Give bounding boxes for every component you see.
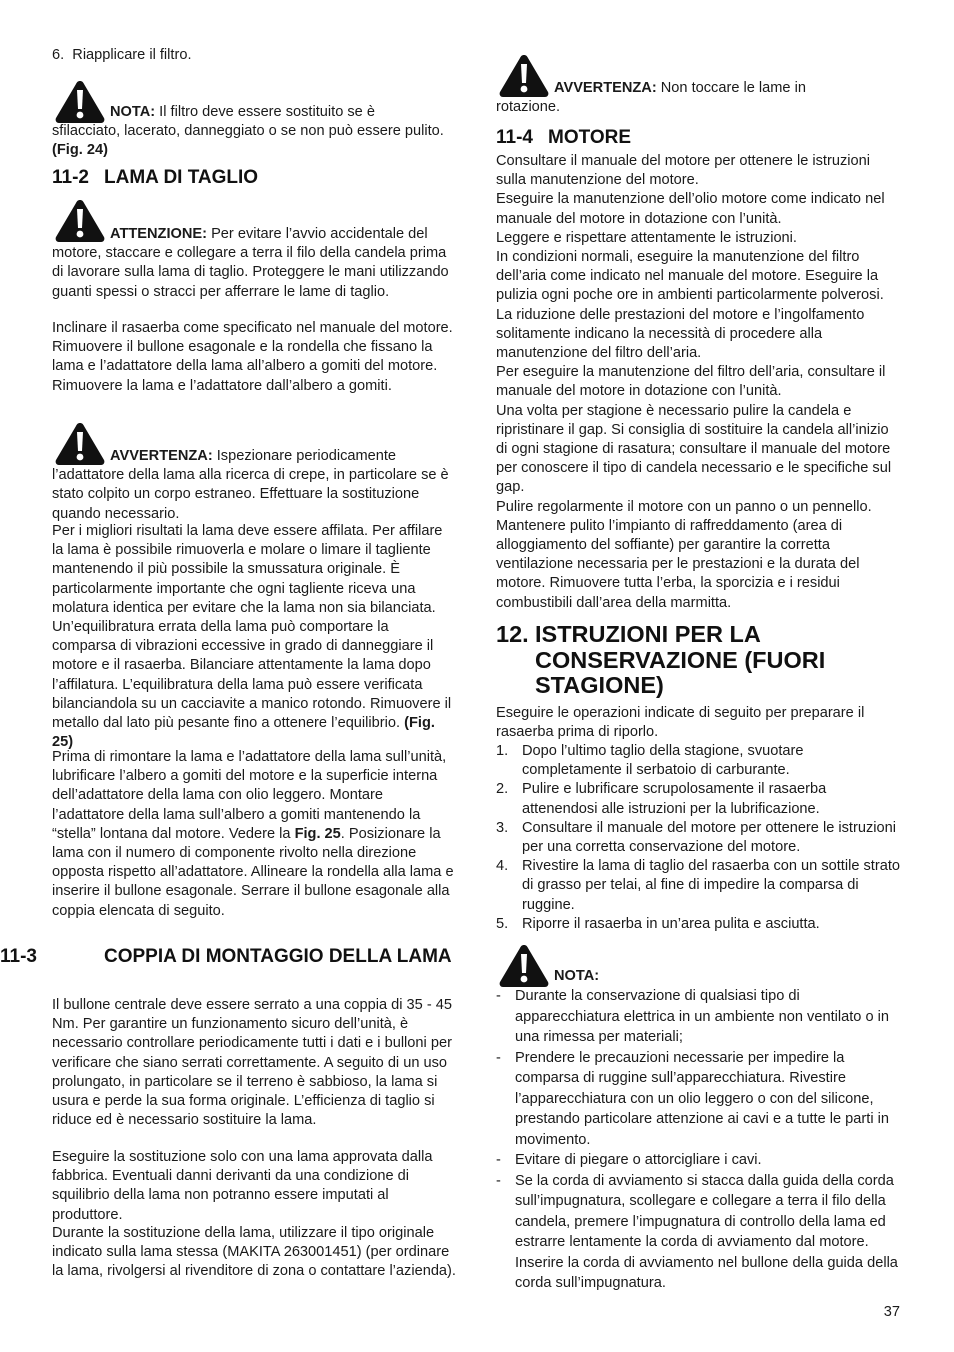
- warning-icon: [54, 420, 106, 466]
- caution-spark-plug: ATTENZIONE: Per evitare l’avvio accidentale del motore, staccare e collegare a terra il filo della candela prima di lavorare sulla lama di taglio. Proteggere le mani utilizzando guanti spessi o stracci per afferrare le lame di taglio.: [52, 197, 456, 302]
- paragraph-blade-type: Durante la sostituzione della lama, utilizzare il tipo originale indicato sulla lama stessa (MAKITA 263001451) (per ordinare la lama, rivolgersi al rivenditore di zona o contattare l’azienda).: [52, 1225, 456, 1280]
- paragraph: Una volta per stagione è necessario pulire la candela e ripristinare il gap. Si consiglia di sostituire la candela all’inizio di ogni stagione di rasatura; consultare il manuale del motore per conoscere il tipo di candela necessario e le specifiche sul gap.: [496, 402, 892, 496]
- section-heading-12: 12. ISTRUZIONI PER LA CONSERVAZIONE (FUORI STAGIONE): [496, 621, 826, 698]
- paragraph: Per eseguire la manutenzione del filtro dell’aria, consultare il manuale del motore in dotazione con l’unità.: [496, 364, 886, 400]
- note-label: NOTA:: [110, 104, 156, 120]
- warning-label: AVVERTENZA:: [554, 80, 657, 96]
- paragraph-storage-intro: Eseguire le operazioni indicate di seguito per preparare il rasaerba prima di riporlo.: [496, 705, 865, 741]
- warning-inspect-adapter: AVVERTENZA: Ispezionare periodicamente l’adattatore della lama alla ricerca di crepe, in particolare se è stato colpito un corpo estraneo. Effettuare la sostituzione quando necessario.: [52, 420, 456, 524]
- paragraph: Pulire regolarmente il motore con un panno o un pennello. Mantenere pulito l’impianto di raffreddamento (area di alloggiamento del soffiante) per garantire la corretta ventilazione necessaria per le prestazioni e la durata del motore. Rimuovere tutta l’erba, la sporcizia e i residui combustibili dall’area della marmitta.: [496, 498, 872, 611]
- list-item: - Prendere le precauzioni necessarie per impedire la comparsa di ruggine sull’apparecchiatura. Rivestire l’apparecchiatura con un olio leggero o con del silicone, prestando particolare attenzione ai cavi e a tutte le parti in movimento.: [496, 1049, 889, 1148]
- note-storage: [496, 942, 902, 986]
- list-item: 1. Dopo l’ultimo taglio della stagione, svuotare completamente il serbatoio di carburante.: [496, 743, 804, 779]
- paragraph-sharpen-blade: Per i migliori risultati la lama deve essere affilata. Per affilare la lama è possibile rimuoverla e molare o limare il tagliente mantenendo il più possibile la smussatura originale. È particolarmente importante che ogni tagliente riceva una molatura identica per evitare che la lama non sia bilanciata. Un’equilibratura errata della lama può comportare la comparsa di vibrazioni eccessive in grado di danneggiare il motore e il rasaerba. Bilanciare attentamente la lama dopo l’affilatura. L’equilibratura della lama può essere verificata bilanciandola su un cacciavite a manico rotondo. Rimuovere il metallo dal lato più pesante fino a ottenere l’equilibrio. (Fig. 25): [52, 523, 452, 751]
- list-item: 5. Riporre il rasaerba in un’area pulita e asciutta.: [496, 915, 820, 932]
- paragraph-reinstall-blade: Prima di rimontare la lama e l’adattatore della lama sull’unità, lubrificare l’albero a gomiti del motore e la superficie interna dell’adattatore della lama con olio leggero. Montare l’adattatore della lama sull’albero a gomiti mantenendo la “stella” lontana dal motore. Vedere la Fig. 25. Posizionare la lama con il numero di componente rivolto nella direzione opposta rispetto all’adattatore. Allineare la rondella alla lama e inserire il bullone esagonale. Serrare il bullone esagonale alla coppia elencata di seguito.: [52, 749, 454, 919]
- paragraph: Leggere e rispettare attentamente le istruzioni.: [496, 229, 797, 246]
- warning-label: AVVERTENZA:: [110, 448, 213, 464]
- note-filter: NOTA: Il filtro deve essere sostituito se è sfilacciato, lacerato, danneggiato o se non può essere pulito. (Fig. 24): [52, 78, 456, 161]
- warning-icon: [498, 942, 550, 988]
- engine-paragraphs: [496, 152, 902, 613]
- storage-notes: [496, 986, 902, 1294]
- list-item: 4. Rivestire la lama di taglio del rasaerba con un sottile strato di grasso per telai, al fine di impedire la comparsa di ruggine.: [496, 858, 901, 913]
- paragraph: In condizioni normali, eseguire la manutenzione del filtro dell’aria come indicato nel manuale del motore. Eseguire la pulizia ogni poche ore in ambienti particolarmente polverosi. La riduzione delle prestazioni del motore e l’ingolfamento solitamente indicano la necessità di procedere alla manutenzione del filtro dell’aria.: [496, 249, 884, 362]
- caution-label: ATTENZIONE:: [110, 226, 208, 242]
- warning-rotating-blades: AVVERTENZA: Non toccare le lame in rotazione.: [496, 52, 902, 117]
- page-number: 37: [883, 1304, 900, 1320]
- list-item: - Se la corda di avviamento si stacca dalla guida della corda sull’impugnatura, scollegare e collegare a terra il filo della candela, premere l’impugnatura di controllo della lama ed estrarre lentamente la corda di avviamento dal motore. Inserire la corda di avviamento nel bullone della guida della corda sull’impugnatura.: [496, 1172, 898, 1291]
- note-label: NOTA:: [554, 968, 600, 984]
- warning-icon: [498, 52, 550, 98]
- list-item: - Durante la conservazione di qualsiasi tipo di apparecchiatura elettrica in un ambiente non ventilato o in una rimessa per materiali;: [496, 988, 890, 1045]
- list-item: 2. Pulire e lubrificare scrupolosamente il rasaerba attenendosi alle istruzioni per la lubrificazione.: [496, 781, 827, 817]
- fig-ref: Fig. 25: [294, 825, 341, 842]
- section-heading-11-4: 11-4 MOTORE: [496, 127, 632, 148]
- warning-icon: [54, 78, 106, 124]
- step-6: 6. Riapplicare il filtro.: [52, 47, 192, 63]
- paragraph-tilt-mower: Inclinare il rasaerba come specificato nel manuale del motore. Rimuovere il bullone esagonale e la rondella che fissano la lama e l’adattatore della lama all’albero a gomiti del motore. Rimuovere la lama e l’adattatore dall’albero a gomiti.: [52, 320, 453, 394]
- list-item: - Evitare di piegare o attorcigliare i cavi.: [496, 1152, 762, 1168]
- paragraph-replacement: Eseguire la sostituzione solo con una lama approvata dalla fabbrica. Eventuali danni derivanti da una condizione di squilibrio della lama non potranno essere imputati al produttore.: [52, 1149, 433, 1223]
- paragraph-center-bolt: Il bullone centrale deve essere serrato a una coppia di 35 - 45 Nm. Per garantire un funzionamento sicuro dell’unità, è necessario controllare periodicamente tutti i dati e i bulloni per verificare che siano serrati correttamente. A seguito di un uso prolungato, in particolare se il terreno è sabbioso, la lama si usura e perde la sua forma originale. L’efficienza di taglio si riduce ed è necessario sostituire la lama.: [52, 997, 452, 1129]
- paragraph: Consultare il manuale del motore per ottenere le istruzioni sulla manutenzione del motore.: [496, 153, 870, 189]
- fig-ref: (Fig. 25): [52, 715, 435, 751]
- storage-steps: [496, 742, 902, 934]
- paragraph: Eseguire la manutenzione dell’olio motore come indicato nel manuale del motore in dotazione con l’unità.: [496, 191, 885, 227]
- section-heading-11-3: 11-3 COPPIA DI MONTAGGIO DELLA LAMA: [0, 946, 452, 967]
- warning-icon: [54, 197, 106, 243]
- section-heading-11-2: 11-2 LAMA DI TAGLIO: [52, 167, 259, 188]
- list-item: 3. Consultare il manuale del motore per ottenere le istruzioni per una corretta conservazione del motore.: [496, 819, 896, 856]
- fig-ref: (Fig. 24): [52, 142, 108, 159]
